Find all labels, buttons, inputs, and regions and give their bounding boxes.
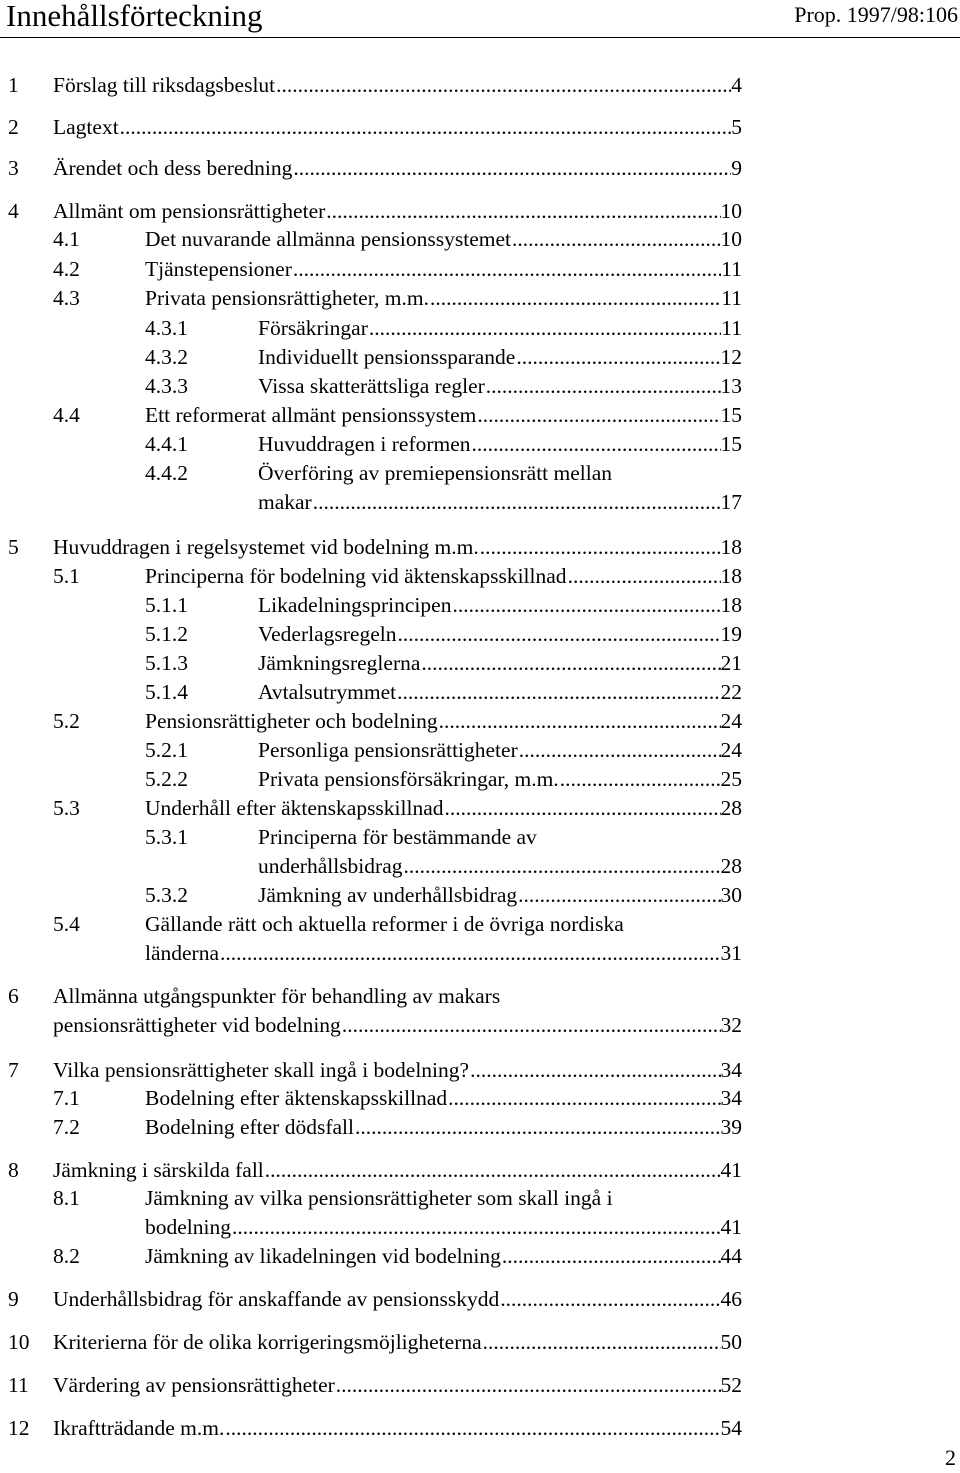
toc-line bbox=[8, 196, 742, 226]
toc-entry-title[interactable]: Principerna för bodelning vid äktenskapsskillnad bbox=[145, 564, 567, 588]
toc-page-number: 41 bbox=[720, 1215, 742, 1239]
toc-line bbox=[53, 1183, 742, 1213]
toc-entry-title[interactable]: Det nuvarande allmänna pensionssystemet bbox=[145, 227, 511, 251]
toc-entry-title[interactable]: bodelning bbox=[145, 1215, 231, 1239]
toc-entry-title[interactable]: Pensionsrättigheter och bodelning bbox=[145, 709, 438, 733]
toc-page-number: 4 bbox=[731, 73, 742, 97]
toc-entry-title[interactable]: Lagtext bbox=[53, 115, 119, 139]
toc-entry-number: 5.1.3 bbox=[145, 651, 188, 675]
toc-entry-title[interactable]: Ärendet och dess beredning bbox=[53, 156, 293, 180]
dot-leader bbox=[485, 371, 721, 401]
toc-line bbox=[8, 1055, 742, 1085]
toc-entry-number: 3 bbox=[8, 156, 19, 180]
page-title: Innehållsförteckning bbox=[6, 0, 263, 33]
toc-entry-number: 8 bbox=[8, 1158, 19, 1182]
toc-line bbox=[53, 561, 742, 591]
toc-page-number: 34 bbox=[720, 1086, 742, 1110]
toc-line bbox=[8, 1413, 742, 1443]
toc-page-number: 5 bbox=[731, 115, 742, 139]
toc-entry-number: 5.1.2 bbox=[145, 622, 188, 646]
toc-entry-number: 4.2 bbox=[53, 257, 80, 281]
toc-entry-title[interactable]: Individuellt pensionssparande bbox=[258, 345, 516, 369]
toc-line bbox=[53, 1212, 742, 1242]
toc-entry-title[interactable]: Gällande rätt och aktuella reformer i de övriga nordiska bbox=[145, 912, 624, 936]
toc-entry-title[interactable]: Likadelningsprincipen bbox=[258, 593, 452, 617]
toc-line bbox=[145, 429, 742, 459]
toc-page-number: 18 bbox=[720, 535, 742, 559]
toc-entry-title[interactable]: Överföring av premiepensionsrätt mellan bbox=[258, 461, 613, 485]
toc-page-number: 12 bbox=[720, 345, 742, 369]
toc-page-number: 28 bbox=[720, 796, 742, 820]
toc-entry-title[interactable]: Allmänt om pensionsrättigheter bbox=[53, 199, 326, 223]
dot-leader bbox=[403, 851, 721, 881]
toc-entry-title[interactable]: pensionsrättigheter vid bodelning bbox=[53, 1013, 341, 1037]
toc-line bbox=[53, 1083, 742, 1113]
toc-entry-title[interactable]: Vissa skatterättsliga regler bbox=[258, 374, 485, 398]
header-divider bbox=[0, 37, 960, 38]
toc-entry-number: 7 bbox=[8, 1058, 19, 1082]
dot-leader bbox=[469, 1055, 720, 1085]
toc-line bbox=[145, 458, 742, 488]
toc-page-number: 15 bbox=[720, 403, 742, 427]
toc-page-number: 52 bbox=[720, 1373, 742, 1397]
toc-entry-number: 6 bbox=[8, 984, 19, 1008]
toc-line bbox=[8, 1155, 742, 1185]
toc-line bbox=[145, 648, 742, 678]
toc-entry-number: 4.4.2 bbox=[145, 461, 188, 485]
dot-leader bbox=[325, 196, 720, 226]
toc-line bbox=[53, 938, 742, 968]
toc-page-number: 19 bbox=[720, 622, 742, 646]
toc-entry-title[interactable]: Jämkning i särskilda fall bbox=[53, 1158, 264, 1182]
dot-leader bbox=[559, 764, 721, 794]
toc-entry-number: 7.1 bbox=[53, 1086, 80, 1110]
dot-leader bbox=[447, 1083, 720, 1113]
dot-leader bbox=[476, 400, 720, 430]
toc-line bbox=[8, 981, 742, 1011]
toc-page-number: 54 bbox=[720, 1416, 742, 1440]
toc-entry-title[interactable]: underhållsbidrag bbox=[258, 854, 403, 878]
toc-entry-title[interactable]: länderna bbox=[145, 941, 220, 965]
toc-entry-number: 5.3.1 bbox=[145, 825, 188, 849]
toc-page-number: 34 bbox=[720, 1058, 742, 1082]
dot-leader bbox=[444, 793, 721, 823]
toc-line bbox=[53, 254, 742, 284]
toc-entry-number: 5.2.1 bbox=[145, 738, 188, 762]
toc-page-number: 21 bbox=[720, 651, 742, 675]
toc-line bbox=[145, 735, 742, 765]
toc-entry-number: 4.4 bbox=[53, 403, 80, 427]
dot-leader bbox=[501, 1241, 721, 1271]
toc-entry-number: 5 bbox=[8, 535, 19, 559]
toc-entry-title[interactable]: Personliga pensionsrättigheter bbox=[258, 738, 518, 762]
toc-line bbox=[145, 851, 742, 881]
dot-leader bbox=[515, 342, 720, 372]
toc-entry-number: 4.3.1 bbox=[145, 316, 188, 340]
toc-entry-number: 12 bbox=[8, 1416, 30, 1440]
dot-leader bbox=[292, 153, 731, 183]
toc-entry-number: 5.3.2 bbox=[145, 883, 188, 907]
toc-entry-title[interactable]: Försäkringar bbox=[258, 316, 368, 340]
toc-entry-number: 1 bbox=[8, 73, 19, 97]
toc-entry-title[interactable]: Vederlagsregeln bbox=[258, 622, 397, 646]
toc-page-number: 10 bbox=[720, 199, 742, 223]
page-number: 2 bbox=[945, 1445, 956, 1470]
toc-entry-number: 4.4.1 bbox=[145, 432, 188, 456]
toc-page-number: 30 bbox=[720, 883, 742, 907]
dot-leader bbox=[264, 1155, 721, 1185]
dot-leader bbox=[219, 938, 720, 968]
toc-line bbox=[8, 112, 742, 142]
toc-page-number: 32 bbox=[720, 1013, 742, 1037]
toc-entry-number: 10 bbox=[8, 1330, 30, 1354]
toc-entry-number: 7.2 bbox=[53, 1115, 80, 1139]
toc-entry-number: 8.1 bbox=[53, 1186, 80, 1210]
dot-leader bbox=[451, 590, 720, 620]
toc-entry-title[interactable]: makar bbox=[258, 490, 312, 514]
toc-line bbox=[53, 793, 742, 823]
toc-line bbox=[53, 400, 742, 430]
toc-entry-number: 5.1 bbox=[53, 564, 80, 588]
dot-leader bbox=[471, 429, 721, 459]
toc-page-number: 17 bbox=[720, 490, 742, 514]
toc-line bbox=[53, 224, 742, 254]
toc-entry-title[interactable]: Underhåll efter äktenskapsskillnad bbox=[145, 796, 444, 820]
toc-line bbox=[53, 1112, 742, 1142]
dot-leader bbox=[397, 619, 721, 649]
toc-entry-title[interactable]: Bodelning efter äktenskapsskillnad bbox=[145, 1086, 448, 1110]
toc-line bbox=[145, 880, 742, 910]
dot-leader bbox=[231, 1212, 721, 1242]
toc-entry-number: 5.2.2 bbox=[145, 767, 188, 791]
toc-line bbox=[145, 764, 742, 794]
toc-line bbox=[8, 1327, 742, 1357]
toc-entry-title[interactable]: Privata pensionsförsäkringar, m.m. bbox=[258, 767, 559, 791]
toc-entry-title[interactable]: Huvuddragen i regelsystemet vid bodelning m.m. bbox=[53, 535, 479, 559]
dot-leader bbox=[429, 283, 721, 313]
dot-leader bbox=[119, 112, 732, 142]
toc-entry-number: 5.4 bbox=[53, 912, 80, 936]
toc-page-number: 18 bbox=[720, 564, 742, 588]
toc-entry-title[interactable]: Jämkning av likadelningen vid bodelning bbox=[145, 1244, 501, 1268]
toc-line bbox=[53, 283, 742, 313]
toc-line bbox=[145, 313, 742, 343]
toc-page-number: 25 bbox=[720, 767, 742, 791]
dot-leader bbox=[396, 677, 720, 707]
toc-line bbox=[53, 706, 742, 736]
toc-page-number: 11 bbox=[721, 257, 742, 281]
toc-entry-title[interactable]: Jämkningsreglerna bbox=[258, 651, 421, 675]
toc-entry-number: 8.2 bbox=[53, 1244, 80, 1268]
toc-entry-title[interactable]: Privata pensionsrättigheter, m.m. bbox=[145, 286, 429, 310]
toc-page-number: 18 bbox=[720, 593, 742, 617]
toc-line bbox=[8, 1284, 742, 1314]
toc-entry-title[interactable]: Förslag till riksdagsbeslut bbox=[53, 73, 276, 97]
toc-page-number: 46 bbox=[720, 1287, 742, 1311]
dot-leader bbox=[368, 313, 721, 343]
toc-entry-title[interactable]: Bodelning efter dödsfall bbox=[145, 1115, 354, 1139]
dot-leader bbox=[518, 735, 721, 765]
dot-leader bbox=[341, 1010, 721, 1040]
dot-leader bbox=[438, 706, 721, 736]
toc-page-number: 22 bbox=[720, 680, 742, 704]
toc-entry-number: 5.1.4 bbox=[145, 680, 188, 704]
toc-entry-title[interactable]: Ikraftträdande m.m. bbox=[53, 1416, 225, 1440]
toc-entry-number: 4.3.3 bbox=[145, 374, 188, 398]
toc-entry-number: 4.3 bbox=[53, 286, 80, 310]
toc-entry-number: 5.3 bbox=[53, 796, 80, 820]
toc-entry-title[interactable]: Kriterierna för de olika korrigeringsmöjligheterna bbox=[53, 1330, 482, 1354]
toc-page-number: 31 bbox=[720, 941, 742, 965]
toc-page-number: 39 bbox=[720, 1115, 742, 1139]
toc-entry-title[interactable]: Principerna för bestämmande av bbox=[258, 825, 537, 849]
toc-entry-number: 2 bbox=[8, 115, 19, 139]
toc-page-number: 11 bbox=[721, 286, 742, 310]
toc-entry-number: 4.1 bbox=[53, 227, 80, 251]
toc-line bbox=[145, 487, 742, 517]
toc-entry-title[interactable]: Avtalsutrymmet bbox=[258, 680, 397, 704]
toc-line bbox=[8, 1010, 742, 1040]
toc-entry-title[interactable]: Jämkning av vilka pensionsrättigheter som skall ingå i bbox=[145, 1186, 613, 1210]
toc-entry-title[interactable]: Huvuddragen i reformen bbox=[258, 432, 471, 456]
dot-leader bbox=[224, 1413, 720, 1443]
toc-page-number: 13 bbox=[720, 374, 742, 398]
toc-entry-title[interactable]: Vilka pensionsrättigheter skall ingå i bodelning? bbox=[53, 1058, 470, 1082]
toc-entry-number: 5.1.1 bbox=[145, 593, 188, 617]
toc-entry-title[interactable]: Tjänstepensioner bbox=[145, 257, 292, 281]
toc-page-number: 9 bbox=[731, 156, 742, 180]
toc-page-number: 28 bbox=[720, 854, 742, 878]
toc-line bbox=[145, 342, 742, 372]
toc-page-number: 24 bbox=[720, 738, 742, 762]
toc-entry-number: 11 bbox=[8, 1373, 29, 1397]
toc-entry-number: 5.2 bbox=[53, 709, 80, 733]
dot-leader bbox=[312, 487, 721, 517]
dot-leader bbox=[354, 1112, 721, 1142]
toc-line bbox=[145, 371, 742, 401]
dot-leader bbox=[511, 224, 721, 254]
toc-line bbox=[145, 822, 742, 852]
dot-leader bbox=[275, 70, 731, 100]
toc-line bbox=[53, 909, 742, 939]
dot-leader bbox=[499, 1284, 720, 1314]
toc-entry-title[interactable]: Värdering av pensionsrättigheter bbox=[53, 1373, 335, 1397]
dot-leader bbox=[482, 1327, 721, 1357]
dot-leader bbox=[517, 880, 720, 910]
document-reference: Prop. 1997/98:106 bbox=[794, 2, 958, 27]
toc-entry-title[interactable]: Jämkning av underhållsbidrag bbox=[258, 883, 518, 907]
toc-line bbox=[145, 619, 742, 649]
toc-page-number: 50 bbox=[720, 1330, 742, 1354]
dot-leader bbox=[567, 561, 721, 591]
toc-line bbox=[145, 590, 742, 620]
toc-line bbox=[8, 1370, 742, 1400]
toc-entry-title[interactable]: Allmänna utgångspunkter för behandling av makars bbox=[53, 984, 501, 1008]
toc-page-number: 10 bbox=[720, 227, 742, 251]
dot-leader bbox=[479, 532, 721, 562]
toc-entry-number: 4.3.2 bbox=[145, 345, 188, 369]
toc-line bbox=[8, 70, 742, 100]
toc-page-number: 44 bbox=[720, 1244, 742, 1268]
toc-entry-title[interactable]: Underhållsbidrag för anskaffande av pensionsskydd bbox=[53, 1287, 500, 1311]
dot-leader bbox=[335, 1370, 721, 1400]
toc-entry-number: 4 bbox=[8, 199, 19, 223]
dot-leader bbox=[420, 648, 720, 678]
toc-entry-title[interactable]: Ett reformerat allmänt pensionssystem bbox=[145, 403, 477, 427]
toc-page-number: 24 bbox=[720, 709, 742, 733]
toc-line bbox=[8, 532, 742, 562]
toc-line bbox=[145, 677, 742, 707]
toc-line bbox=[8, 153, 742, 183]
toc-entry-number: 9 bbox=[8, 1287, 19, 1311]
toc-page-number: 41 bbox=[720, 1158, 742, 1182]
toc-line bbox=[53, 1241, 742, 1271]
dot-leader bbox=[292, 254, 721, 284]
toc-page-number: 15 bbox=[720, 432, 742, 456]
toc-page-number: 11 bbox=[721, 316, 742, 340]
